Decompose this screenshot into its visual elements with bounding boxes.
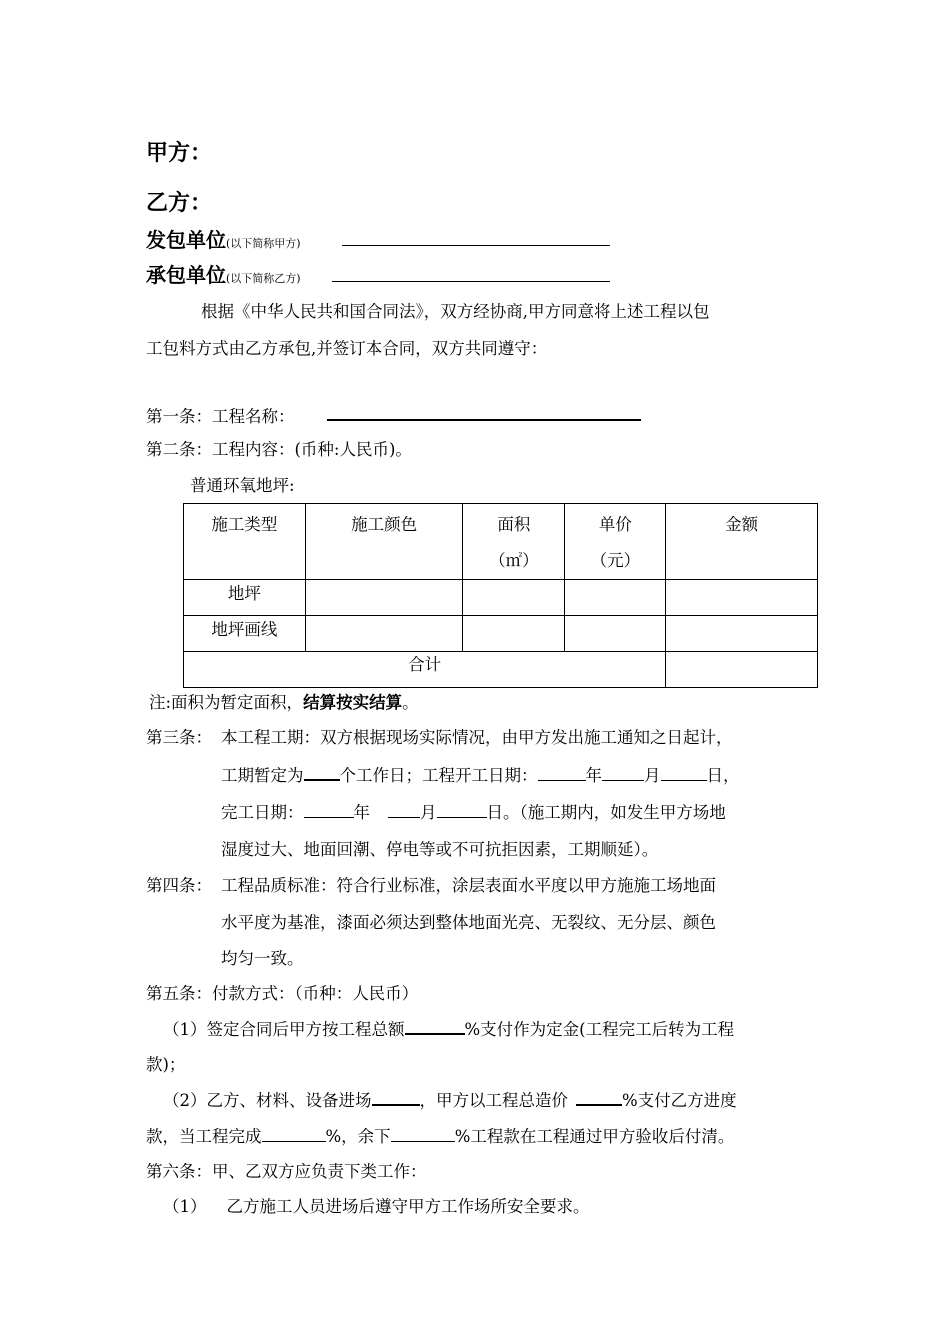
intro-line-1: 根据《中华人民共和国合同法》，双方经协商,甲方同意将上述工程以包 bbox=[201, 302, 710, 321]
article-4-line-1: 工程品质标准：符合行业标准，涂层表面水平度以甲方施施工场地面 bbox=[221, 876, 716, 895]
article-4-line-3: 均匀一致。 bbox=[221, 949, 304, 968]
article-3-label: 第三条： bbox=[146, 728, 212, 747]
article-3-line-3: 完工日期： 年 月 日。（施工期内，如发生甲方场地 bbox=[221, 803, 726, 822]
article-6-item-1: （1） 乙方施工人员进场后遵守甲方工作场所安全要求。 bbox=[163, 1197, 590, 1216]
row-area-cell[interactable] bbox=[463, 616, 565, 652]
row-price-cell[interactable] bbox=[565, 580, 666, 616]
header-area: 面积 （㎡） bbox=[463, 504, 565, 580]
total-amount-cell[interactable] bbox=[666, 652, 818, 688]
contractor-blank[interactable] bbox=[342, 245, 610, 246]
article-5-item-1: （1）签定合同后甲方按工程总额 %支付作为定金(工程完工后转为工程 bbox=[163, 1020, 735, 1039]
row-color-cell[interactable] bbox=[305, 616, 463, 652]
header-construction-type: 施工类型 bbox=[184, 504, 306, 580]
pricing-table bbox=[183, 503, 818, 688]
article-3-line-2: 工期暂定为 个工作日；工程开工日期： 年 月 日， bbox=[221, 766, 740, 785]
end-month-blank[interactable] bbox=[388, 803, 420, 818]
row-color-cell[interactable] bbox=[305, 580, 463, 616]
article-5-item-1-cont: 款)； bbox=[146, 1055, 186, 1074]
article-5-label: 第五条：付款方式：（币种：人民币） bbox=[146, 984, 419, 1003]
article-4-label: 第四条： bbox=[146, 876, 212, 895]
workdays-blank[interactable] bbox=[304, 765, 340, 781]
row-type-floor: 地坪 bbox=[184, 580, 306, 616]
contractor-label: 发包单位 bbox=[146, 228, 226, 252]
header-construction-color: 施工颜色 bbox=[305, 504, 463, 580]
contractor-note: (以下简称甲方) bbox=[226, 237, 301, 250]
start-day-blank[interactable] bbox=[661, 766, 707, 781]
article-6-label: 第六条：甲、乙双方应负责下类工作： bbox=[146, 1162, 427, 1181]
row-amount-cell[interactable] bbox=[666, 580, 818, 616]
row-type-line-marking: 地坪画线 bbox=[184, 616, 306, 652]
completion-percent-blank[interactable] bbox=[262, 1127, 326, 1142]
article-2-label: 第二条：工程内容：(币种:人民币)。 bbox=[146, 440, 412, 459]
intro-line-2: 工包料方式由乙方承包,并签订本合同，双方共同遵守： bbox=[146, 339, 548, 358]
mobilization-blank[interactable] bbox=[372, 1090, 420, 1106]
progress-percent-blank[interactable] bbox=[576, 1090, 622, 1106]
article-5-item-2: （2）乙方、材料、设备进场 ，甲方以工程总造价 %支付乙方进度 bbox=[163, 1091, 737, 1110]
total-label: 合计 bbox=[184, 652, 666, 688]
article-3-line-4: 湿度过大、地面回潮、停电等或不可抗拒因素，工期顺延）。 bbox=[221, 840, 659, 859]
project-name-blank[interactable] bbox=[327, 419, 641, 421]
party-b-label: 乙方： bbox=[146, 191, 213, 216]
row-area-cell[interactable] bbox=[463, 580, 565, 616]
header-unit-price: 单价 （元） bbox=[565, 504, 666, 580]
table-note: 注:面积为暂定面积，结算按实结算。 bbox=[149, 693, 419, 712]
row-price-cell[interactable] bbox=[565, 616, 666, 652]
header-amount: 金额 bbox=[666, 504, 818, 580]
end-year-blank[interactable] bbox=[304, 803, 354, 818]
remaining-percent-blank[interactable] bbox=[391, 1127, 455, 1142]
party-a-label: 甲方： bbox=[146, 141, 213, 166]
article-5-item-2-cont: 款，当工程完成 %，余下 %工程款在工程通过甲方验收后付清。 bbox=[146, 1127, 735, 1146]
table-row bbox=[184, 616, 818, 652]
start-year-blank[interactable] bbox=[538, 766, 586, 781]
subcontractor-label: 承包单位 bbox=[146, 263, 226, 287]
row-amount-cell[interactable] bbox=[666, 616, 818, 652]
table-row bbox=[184, 580, 818, 616]
table-total-row bbox=[184, 652, 818, 688]
contractor-row bbox=[146, 224, 301, 253]
table-caption: 普通环氧地坪: bbox=[190, 476, 295, 495]
article-1-label: 第一条：工程名称： bbox=[146, 407, 295, 426]
end-day-blank[interactable] bbox=[437, 803, 487, 818]
start-month-blank[interactable] bbox=[602, 766, 644, 781]
subcontractor-note: (以下简称乙方) bbox=[226, 272, 301, 285]
subcontractor-blank[interactable] bbox=[332, 281, 610, 282]
subcontractor-row bbox=[146, 259, 301, 288]
article-4-line-2: 水平度为基准，漆面必须达到整体地面光亮、无裂纹、无分层、颜色 bbox=[221, 913, 716, 932]
article-3-line-1: 本工程工期：双方根据现场实际情况，由甲方发出施工通知之日起计， bbox=[221, 728, 733, 747]
table-header-row bbox=[184, 504, 818, 580]
deposit-percent-blank[interactable] bbox=[405, 1019, 465, 1035]
